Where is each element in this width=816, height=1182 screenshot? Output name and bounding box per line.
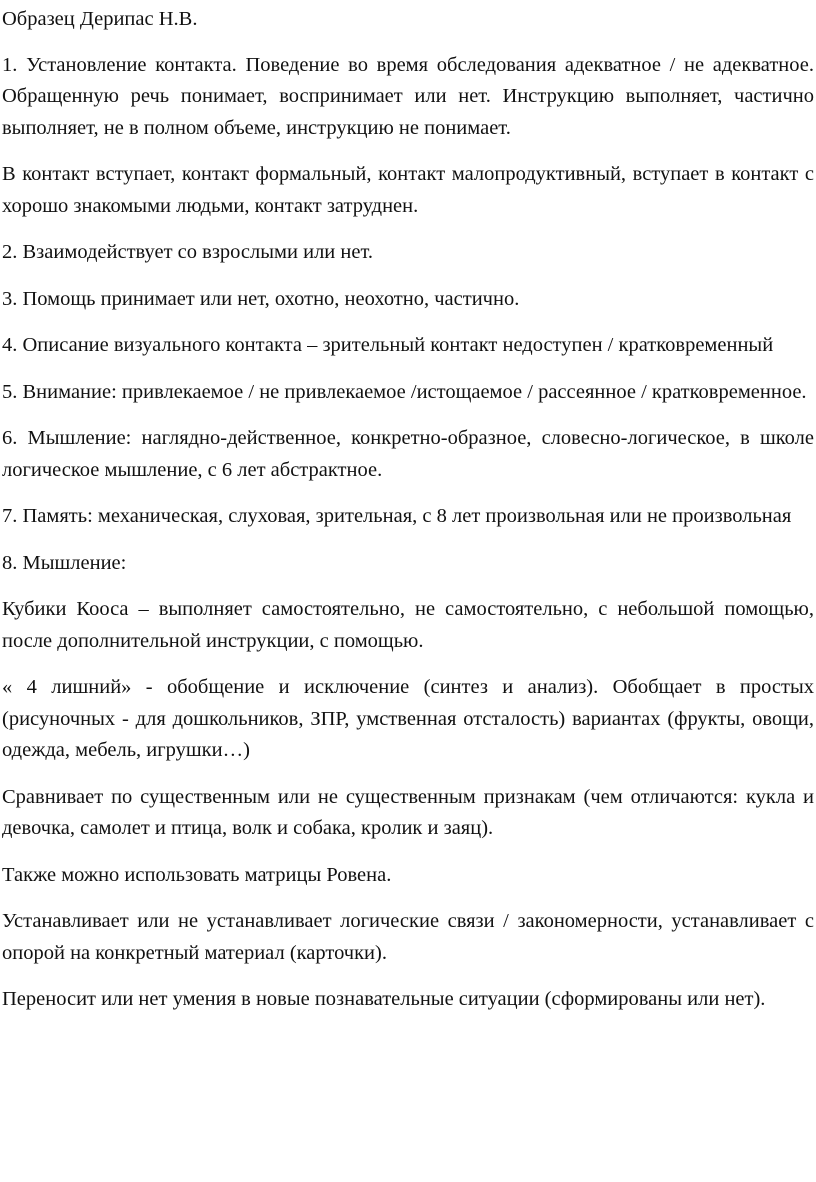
paragraph-comparison: Сравнивает по существенным или не существенным признакам (чем отличаются: кукла и девочка, самолет и птица, волк и собака, кролик и заяц).: [2, 785, 814, 839]
paragraph-visual-contact: 4. Описание визуального контакта – зрительный контакт недоступен / кратковременный: [2, 334, 774, 356]
paragraph-attention: 5. Внимание: привлекаемое / не привлекаемое /истощаемое / рассеянное / кратковременное.: [2, 380, 807, 403]
paragraph-fourth-odd: « 4 лишний» - обобщение и исключение (синтез и анализ). Обобщает в простых (рисуночных - для дошкольников, ЗПР, умственная отсталость) вариантах (фрукты, овощи, одежда, мебель, игрушки…): [2, 676, 814, 761]
paragraph-memory: 7. Память: механическая, слуховая, зрительная, с 8 лет произвольная или не произвольная: [2, 505, 792, 527]
paragraph-help: 3. Помощь принимает или нет, охотно, неохотно, частично.: [2, 287, 520, 310]
paragraph-transfer-skills: Переносит или нет умения в новые познавательные ситуации (сформированы или нет).: [2, 988, 766, 1010]
paragraph-contact: 1. Установление контакта. Поведение во время обследования адекватное / не адекватное. Обращенную речь понимает, воспринимает или нет. Инструкцию выполняет, частично выполняет, не в полном объеме, инструкцию не понимает.: [2, 53, 814, 139]
paragraph-raven-matrices: Также можно использовать матрицы Ровена.: [2, 863, 392, 886]
paragraph-thinking: 6. Мышление: наглядно-действенное, конкретно-образное, словесно-логическое, в школе логическое мышление, с 6 лет абстрактное.: [2, 427, 814, 481]
paragraph-interaction: 2. Взаимодействует со взрослыми или нет.: [2, 241, 374, 263]
paragraph-koos-cubes: Кубики Кооса – выполняет самостоятельно, не самостоятельно, с небольшой помощью, после дополнительной инструкции, с помощью.: [2, 598, 814, 652]
document-heading: Образец Дерипас Н.В.: [2, 8, 198, 30]
paragraph-logical-links: Устанавливает или не устанавливает логические связи / закономерности, устанавливает с опорой на конкретный материал (карточки).: [2, 910, 814, 964]
paragraph-contact-type: В контакт вступает, контакт формальный, контакт малопродуктивный, вступает в контакт с хорошо знакомыми людьми, контакт затруднен.: [2, 163, 814, 217]
paragraph-thinking-heading: 8. Мышление:: [2, 551, 127, 574]
